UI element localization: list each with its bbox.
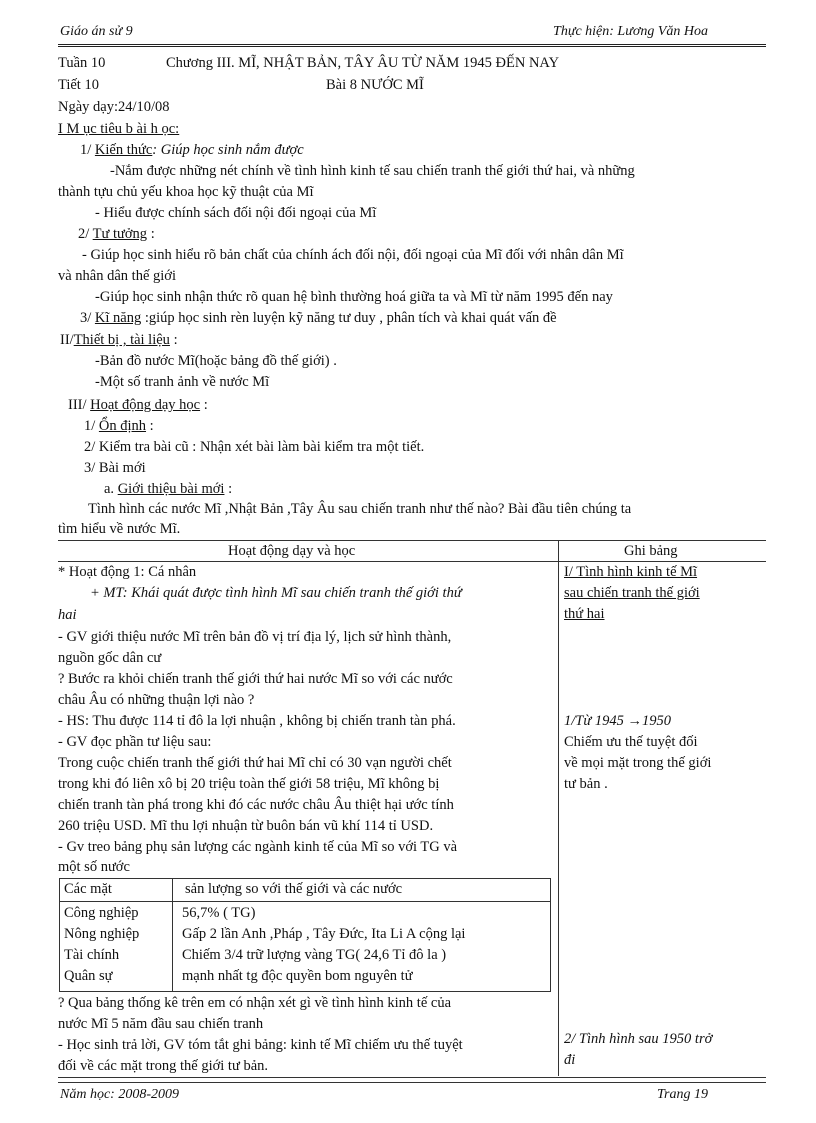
table-header-divider [58, 561, 766, 562]
header-left: Giáo án sử 9 [60, 24, 133, 39]
stats-row-value: Chiếm 3/4 trữ lượng vàng TG( 24,6 Tỉ đô la ) [182, 947, 447, 963]
table-header-activities: Hoạt động dạy và học [228, 543, 356, 559]
activity-1: Ổn định [98, 418, 147, 434]
objectives-heading: I M ục tiêu b ài h ọc: [58, 121, 180, 137]
table-left-line: ? Bước ra khỏi chiến tranh thế giới thứ hai nước Mĩ so với các nước [58, 671, 453, 687]
attitude-item-2: -Giúp học sinh nhận thức rõ quan hệ bình thường hoá giữa ta và Mĩ từ năm 1995 đến nay [95, 289, 613, 305]
stats-header-aspect: Các mặt [64, 881, 112, 897]
materials-item-2: -Một số tranh ảnh về nước Mĩ [95, 374, 270, 390]
table-left-line: chiến tranh tàn phá trong khi đó các nước châu Âu thiệt hại ước tính [58, 797, 454, 813]
table-left-line: - HS: Thu được 114 tỉ đô la lợi nhuận , không bị chiến tranh tàn phá. [58, 713, 456, 729]
table-left-line: trong khi đó liên xô bị 20 triệu toàn thế giới 58 triệu, Mĩ không bị [58, 776, 440, 792]
page-footer [58, 1082, 766, 1105]
activities-heading: Hoạt động dạy học [90, 397, 201, 413]
attitude-label: Tư tưởng [92, 226, 148, 242]
footer-left: Năm học: 2008-2009 [60, 1087, 179, 1102]
skills-text: :giúp học sinh rèn luyện kỹ năng tư duy , phân tích và khai quát vấn đề [141, 310, 557, 326]
attitude-item-1: - Giúp học sinh hiểu rõ bản chất của chính ách đối nội, đối ngoại của Mĩ đối với nhân dân Mĩ [82, 247, 624, 263]
materials-heading: Thiết bị , tài liệu [73, 332, 170, 348]
table-left-line: một số nước [58, 859, 130, 875]
stats-row-value: mạnh nhất tg độc quyền bom nguyên tử [182, 968, 413, 984]
stats-row-aspect: Công nghiệp [64, 905, 139, 921]
knowledge-item-2: - Hiểu được chính sách đối nội đối ngoại của Mĩ [95, 205, 377, 221]
footer-right: Trang 19 [657, 1087, 708, 1102]
stats-row-aspect: Nông nghiệp [64, 926, 140, 942]
table-left-line: 260 triệu USD. Mĩ thu lợi nhuận từ buôn bán vũ khí 114 tỉ USD. [58, 818, 434, 834]
table-left-line: nước Mĩ 5 năm đầu sau chiến tranh [58, 1016, 264, 1032]
period-label: Tiết 10 [58, 77, 99, 93]
board-heading-line: sau chiến tranh thế giới [564, 585, 700, 601]
table-column-divider [558, 540, 559, 1076]
board-heading-line: I/ Tình hình kinh tế Mĩ [564, 564, 698, 580]
table-left-line: nguồn gốc dân cư [58, 650, 162, 666]
chapter-title: Chương III. MĨ, NHẬT BẢN, TÂY ÂU TỪ NĂM 1945 ĐẾN NAY [166, 55, 560, 71]
stats-row-value: 56,7% ( TG) [182, 905, 256, 921]
table-left-line: - Gv treo bảng phụ sản lượng các ngành kinh tế của Mĩ so với TG và [58, 839, 458, 855]
stats-row-aspect: Quân sự [64, 968, 113, 984]
materials-line: II/Thiết bị , tài liệu : [60, 332, 178, 348]
header-right: Thực hiện: Lương Văn Hoa [553, 24, 708, 39]
table-header-board: Ghi bảng [624, 543, 678, 559]
board-subheading-2-cont: đi [564, 1052, 576, 1068]
board-subheading-2: 2/ Tình hình sau 1950 trở [564, 1031, 713, 1047]
stats-row-value: Gấp 2 lần Anh ,Pháp , Tây Đức, Ita Li A cộng lại [182, 926, 466, 942]
table-left-line: châu Âu có những thuận lợi nào ? [58, 692, 255, 708]
board-heading-line: thứ hai [564, 606, 605, 622]
table-left-line: - Học sinh trả lời, GV tóm tắt ghi bảng: kinh tế Mĩ chiếm ưu thế tuyệt [58, 1037, 463, 1053]
board-subheading-1: 1/Từ 1945 →1950 [564, 713, 672, 729]
attitude-line: 2/ Tư tưởng : [78, 226, 155, 242]
materials-item-1: -Bản đồ nước Mĩ(hoặc bảng đồ thế giới) . [95, 353, 337, 369]
activity-2: 2/ Kiểm tra bài cũ : Nhận xét bài làm bài kiểm tra một tiết. [84, 439, 425, 455]
intro-line-2: tìm hiểu về nước Mĩ. [58, 521, 181, 537]
stats-row-aspect: Tài chính [64, 947, 120, 963]
activity-3: 3/ Bài mới [84, 460, 146, 476]
table-left-line: Trong cuộc chiến tranh thế giới thứ hai Mĩ chỉ có 30 vạn người chết [58, 755, 452, 771]
table-left-line: - GV đọc phần tư liệu sau: [58, 734, 212, 750]
activities-line: III/ Hoạt động dạy học : [68, 397, 208, 413]
page-header [58, 24, 766, 47]
table-left-line: hai [58, 607, 77, 623]
activity-4-label: Giới thiệu bài mới [117, 481, 225, 497]
knowledge-item-1-cont: thành tựu chủ yếu khoa học kỹ thuật của Mĩ [58, 184, 314, 200]
table-bottom-border [58, 1077, 766, 1078]
week-label: Tuần 10 [58, 55, 106, 71]
intro-line-1: Tình hình các nước Mĩ ,Nhật Bản ,Tây Âu sau chiến tranh như thế nào? Bài đầu tiên chúng ta [88, 501, 632, 517]
table-left-line: ? Qua bảng thống kê trên em có nhận xét gì về tình hình kinh tế của [58, 995, 452, 1011]
attitude-item-1-cont: và nhân dân thế giới [58, 268, 176, 284]
table-left-line: - GV giới thiệu nước Mĩ trên bản đồ vị trí địa lý, lịch sử hình thành, [58, 629, 452, 645]
table-left-line: + MT: Khái quát được tình hình Mĩ sau chiến tranh thế giới thứ [90, 585, 462, 601]
skills-line: 3/ Kĩ năng :giúp học sinh rèn luyện kỹ năng tư duy , phân tích và khai quát vấn đề [80, 310, 557, 326]
table-left-line: * Hoạt động 1: Cá nhân [58, 564, 197, 580]
statistics-col-divider [172, 879, 173, 991]
activity-1-line: 1/ Ổn định : [84, 418, 154, 434]
knowledge-label: Kiến thức [94, 142, 153, 158]
board-text-line: tư bản . [564, 776, 608, 792]
board-text-line: về mọi mặt trong thế giới [564, 755, 712, 771]
table-left-line: đối về các mặt trong thế giới tư bản. [58, 1058, 269, 1074]
knowledge-item-1: -Nắm được những nét chính về tình hình kinh tế sau chiến tranh thế giới thứ hai, và những [110, 163, 635, 179]
stats-header-output: sản lượng so với thế giới và các nước [185, 881, 403, 897]
knowledge-line: 1/ Kiến thức: Giúp học sinh nắm được [80, 142, 304, 158]
skills-label: Kĩ năng [94, 310, 142, 326]
knowledge-intro: : Giúp học sinh nắm được [152, 142, 304, 158]
lesson-title: Bài 8 NƯỚC MĨ [326, 77, 424, 93]
activity-4-line: a. Giới thiệu bài mới : [104, 481, 233, 497]
statistics-header-divider [60, 901, 550, 902]
board-text-line: Chiếm ưu thế tuyệt đối [564, 734, 698, 750]
teaching-date: Ngày dạy:24/10/08 [58, 99, 170, 115]
